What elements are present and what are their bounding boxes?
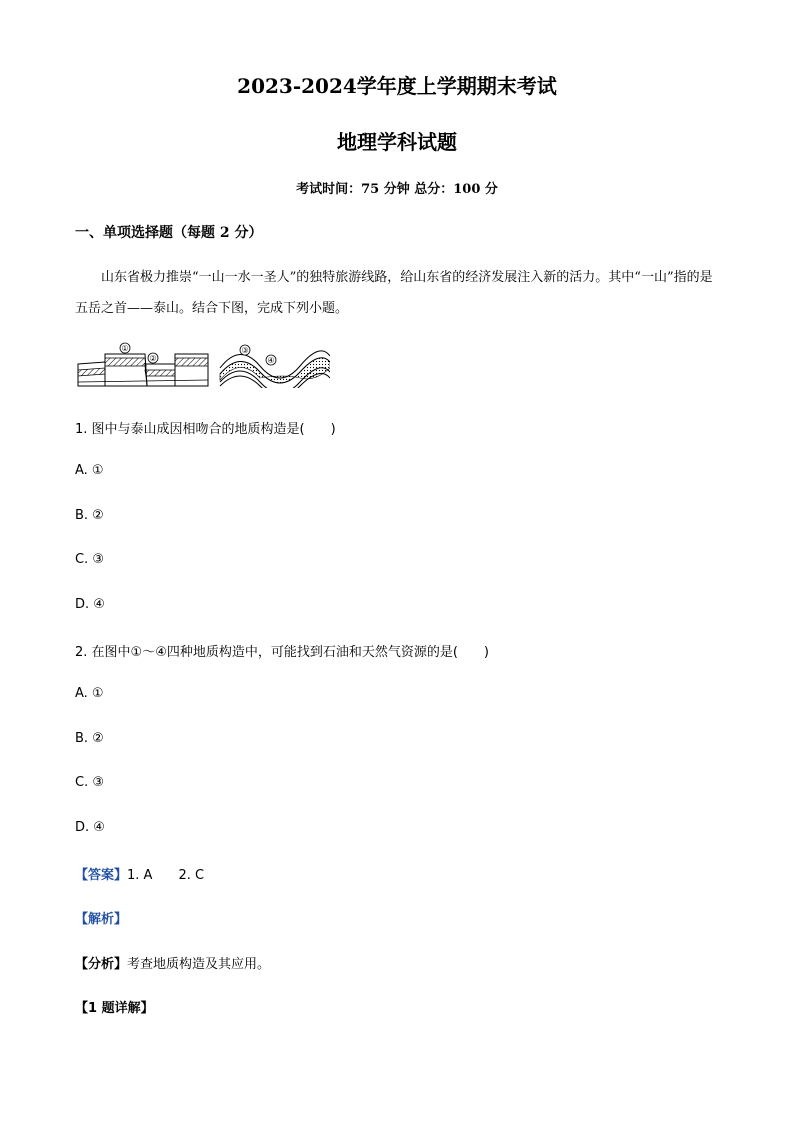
question-2-option-d[interactable]: D. ④ <box>75 820 105 835</box>
question-1-option-a[interactable]: A. ① <box>75 463 104 478</box>
fold-diagram <box>220 345 330 388</box>
answer-label: 【答案】 <box>75 868 128 883</box>
question-1-option-c[interactable]: C. ③ <box>75 552 104 567</box>
analysis-label: 【解析】 <box>75 912 128 927</box>
figure-label-3: ③ <box>241 346 249 355</box>
detail-1-label: 【1 题详解】 <box>75 1001 154 1016</box>
exam-title: 2023-2024学年度上学期期末考试 <box>237 74 557 98</box>
answer-line <box>75 864 204 883</box>
fenxi-label: 【分析】 <box>75 957 128 972</box>
question-2-option-a[interactable]: A. ① <box>75 686 104 701</box>
intro-paragraph: 山东省极力推崇“一山一水一圣人”的独特旅游线路，给山东省的经济发展注入新的活力。其中“一山”指的是五岳之首——泰山。结合下图，完成下列小题。 <box>75 270 713 316</box>
question-2-option-c[interactable]: C. ③ <box>75 775 104 790</box>
exam-time: 考试时间：75 分钟 总分：100 分 <box>296 182 498 197</box>
fenxi-line <box>75 953 270 972</box>
detail-1-heading <box>75 997 154 1016</box>
question-2-option-b[interactable]: B. ② <box>75 731 104 746</box>
figure-label-4: ④ <box>267 356 275 365</box>
geology-figure <box>75 342 330 388</box>
question-2-stem: 2. 在图中①～④四种地质构造中，可能找到石油和天然气资源的是( ) <box>75 645 489 660</box>
analysis-heading <box>75 908 127 927</box>
question-1-option-b[interactable]: B. ② <box>75 508 104 523</box>
figure-label-2: ② <box>149 354 157 363</box>
figure-label-1: ① <box>121 344 129 353</box>
question-1-stem: 1. 图中与泰山成因相吻合的地质构造是( ) <box>75 422 336 437</box>
exam-subtitle: 地理学科试题 <box>337 130 457 154</box>
question-1-option-d[interactable]: D. ④ <box>75 597 105 612</box>
fault-block-diagram <box>78 343 208 386</box>
fenxi-text: 考查地质构造及其应用。 <box>127 957 271 972</box>
answer-text: 1. A 2. C <box>127 868 205 883</box>
section-title: 一、单项选择题（每题 2 分） <box>75 225 263 241</box>
